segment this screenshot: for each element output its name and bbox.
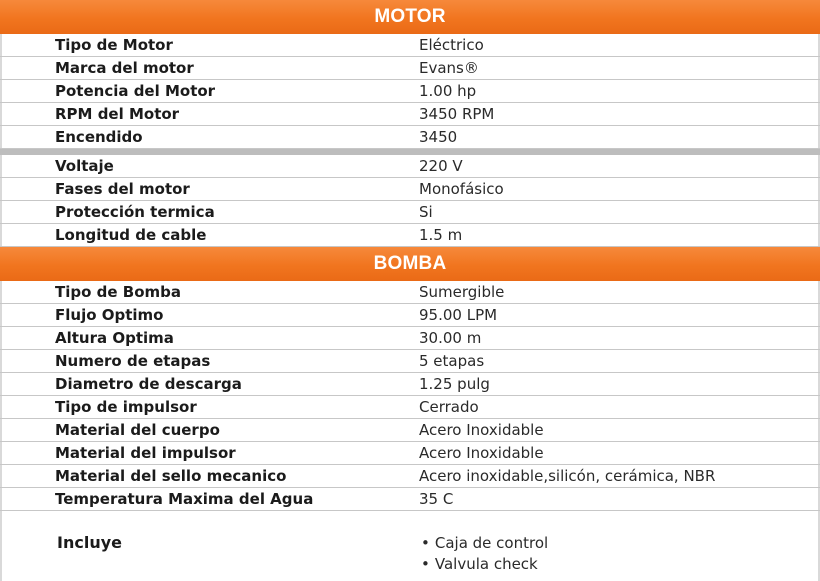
- section-header-motor: [0, 0, 820, 34]
- spec-value: 1.25 pulg: [419, 375, 490, 393]
- spec-row: [0, 350, 820, 373]
- spec-row: [0, 281, 820, 304]
- spec-label: Encendido: [55, 128, 143, 146]
- spec-value: Cerrado: [419, 398, 479, 416]
- spec-value: 95.00 LPM: [419, 306, 498, 324]
- spec-value: 35 C: [419, 490, 454, 508]
- spec-label: Material del impulsor: [55, 444, 236, 462]
- spec-value: Evans®: [419, 59, 479, 77]
- spec-label: Diametro de descarga: [55, 375, 242, 393]
- spec-label: Altura Optima: [55, 329, 174, 347]
- list-item: • Caja de control: [421, 533, 548, 554]
- spec-row: [0, 488, 820, 511]
- motor-specs-group-1: [0, 34, 820, 149]
- motor-specs-group-2: [0, 155, 820, 247]
- spec-label: Tipo de impulsor: [55, 398, 197, 416]
- list-item: • Valvula check: [421, 554, 548, 575]
- spec-value: 3450: [419, 128, 458, 146]
- spec-value: Si: [419, 203, 433, 221]
- spec-value: Acero Inoxidable: [419, 421, 544, 439]
- bomba-specs: [0, 281, 820, 511]
- spec-row: [0, 80, 820, 103]
- includes-list: [421, 533, 548, 575]
- spec-label: Fases del motor: [55, 180, 190, 198]
- spec-row: [0, 34, 820, 57]
- spec-label: Marca del motor: [55, 59, 194, 77]
- spec-label: Protección termica: [55, 203, 215, 221]
- spec-value: Eléctrico: [419, 36, 484, 54]
- spec-value: Acero inoxidable,silicón, cerámica, NBR: [419, 467, 716, 485]
- includes-label: Incluye: [57, 533, 122, 552]
- spec-label: Tipo de Bomba: [55, 283, 181, 301]
- spec-row: [0, 304, 820, 327]
- section-title: BOMBA: [373, 253, 447, 274]
- spec-row: [0, 178, 820, 201]
- spec-value: Sumergible: [419, 283, 505, 301]
- spec-value: 1.5 m: [419, 226, 463, 244]
- spec-row: [0, 419, 820, 442]
- spec-value: 220 V: [419, 157, 463, 175]
- spec-row: [0, 103, 820, 126]
- section-header-bomba: [0, 247, 820, 281]
- spec-label: Flujo Optimo: [55, 306, 164, 324]
- spec-row: [0, 201, 820, 224]
- spec-label: Tipo de Motor: [55, 36, 173, 54]
- spec-value: 30.00 m: [419, 329, 482, 347]
- spec-row: [0, 155, 820, 178]
- spec-row: [0, 396, 820, 419]
- spec-row: [0, 126, 820, 149]
- includes-row: [0, 511, 820, 581]
- spec-value: 1.00 hp: [419, 82, 477, 100]
- spec-label: Material del cuerpo: [55, 421, 220, 439]
- spec-label: Temperatura Maxima del Agua: [55, 490, 314, 508]
- spec-label: Numero de etapas: [55, 352, 211, 370]
- spec-row: [0, 327, 820, 350]
- spec-label: Voltaje: [55, 157, 114, 175]
- section-title: MOTOR: [374, 6, 446, 27]
- spec-value: Monofásico: [419, 180, 504, 198]
- spec-value: 5 etapas: [419, 352, 485, 370]
- spec-label: Material del sello mecanico: [55, 467, 287, 485]
- spec-row: [0, 442, 820, 465]
- spec-value: 3450 RPM: [419, 105, 495, 123]
- spec-row: [0, 373, 820, 396]
- spec-row: [0, 224, 820, 247]
- spec-label: Longitud de cable: [55, 226, 207, 244]
- spec-label: RPM del Motor: [55, 105, 180, 123]
- spec-row: [0, 57, 820, 80]
- spec-row: [0, 465, 820, 488]
- spec-value: Acero Inoxidable: [419, 444, 544, 462]
- spec-label: Potencia del Motor: [55, 82, 216, 100]
